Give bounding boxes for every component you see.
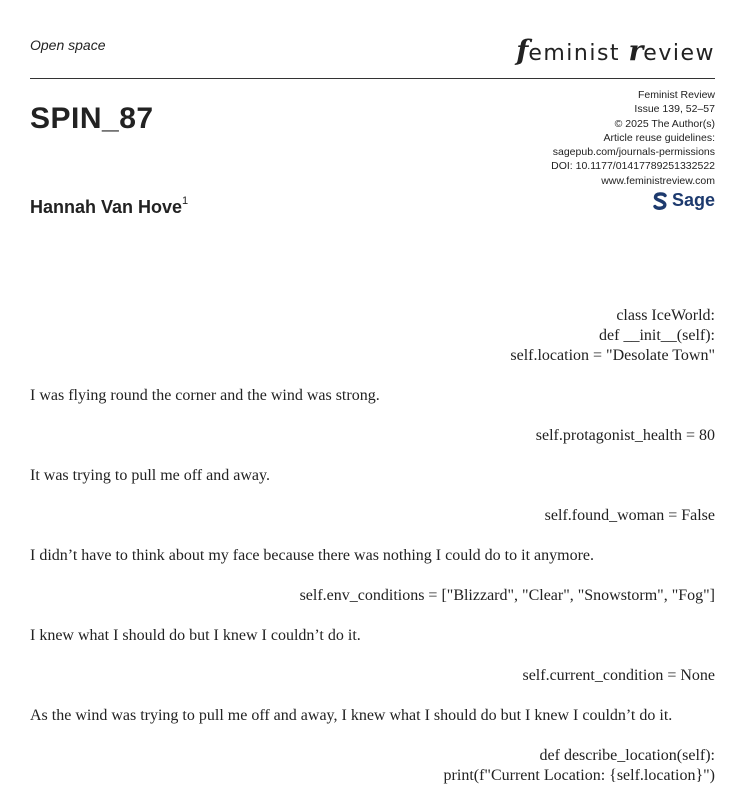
journal-logo-letter-f: f [516, 34, 529, 67]
code-line-5: self.found_woman = False [544, 507, 715, 524]
author-name: Hannah Van Hove [30, 197, 183, 217]
code-line-2: def __init__(self): [599, 327, 715, 344]
meta-journal: Feminist Review [637, 89, 715, 101]
prose-line-3: I didn’t have to think about my face because there was nothing I could do to it anymore. [30, 547, 594, 564]
prose-line-5: As the wind was trying to pull me off and away, I knew what I should do but I knew I couldn’t do it. [30, 707, 673, 724]
publisher-name: Sage [671, 190, 715, 210]
code-line-6: self.env_conditions = ["Blizzard", "Clear", "Snowstorm", "Fog"] [299, 587, 715, 604]
journal-logo-letter-r: r [628, 34, 644, 67]
article-title: SPIN_87 [30, 102, 154, 135]
meta-reuse-link[interactable]: sagepub.com/journals-permissions [552, 146, 715, 159]
section-label: Open space [30, 37, 106, 53]
article-author [30, 197, 188, 218]
journal-logo [516, 34, 715, 67]
meta-copyright: © 2025 The Author(s) [614, 117, 715, 130]
article-page [30, 0, 715, 811]
article-metadata [551, 88, 715, 188]
code-line-8: def describe_location(self): [539, 747, 715, 764]
journal-logo-word-review: eview [643, 41, 715, 66]
prose-line-4: I knew what I should do but I knew I couldn’t do it. [30, 627, 361, 644]
meta-issue: Issue 139, 52–57 [634, 103, 715, 116]
meta-doi[interactable]: DOI: 10.1177/01417789251332522 [551, 160, 715, 173]
prose-line-1: I was flying round the corner and the wind was strong. [30, 387, 380, 404]
code-line-1: class IceWorld: [616, 307, 715, 324]
meta-website[interactable]: www.feministreview.com [601, 174, 715, 187]
code-line-3: self.location = "Desolate Town" [510, 347, 715, 364]
code-line-4: self.protagonist_health = 80 [535, 427, 715, 444]
author-affiliation-mark[interactable]: 1 [182, 195, 189, 207]
code-line-9: print(f"Current Location: {self.location}") [443, 767, 715, 784]
publisher-logo [652, 190, 715, 211]
sage-s-icon [652, 191, 668, 211]
meta-reuse-label: Article reuse guidelines: [603, 131, 715, 144]
code-line-7: self.current_condition = None [522, 667, 715, 684]
journal-logo-word-feminist: eminist [528, 41, 629, 66]
prose-line-2: It was trying to pull me off and away. [30, 467, 270, 484]
header-divider [30, 78, 715, 79]
